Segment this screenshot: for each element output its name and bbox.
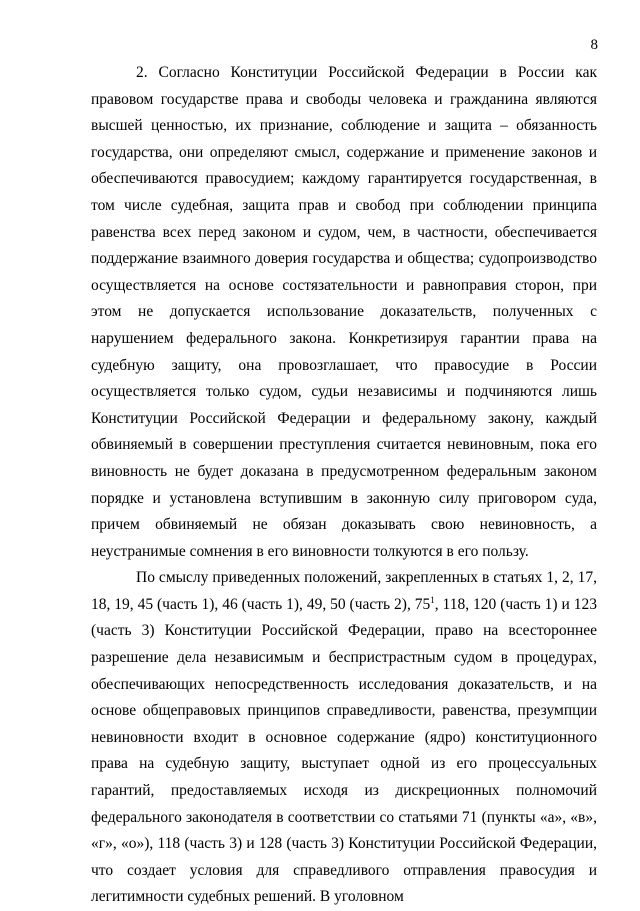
article-superscript: 1 (430, 594, 435, 605)
document-body (91, 60, 597, 911)
page-number: 8 (590, 37, 598, 53)
paragraph-constitution-guarantees: 2. Согласно Конституции Российской Федерации в России как правовом государстве права и свободы человека и гражданина являются высшей ценностью, их признание, соблюдение и защита – обязанность государства, они определяют смысл, содержание и применение законов и обеспечиваются правосудием; каждому гарантируется государственная, в том числе судебная, защита прав и свобод при соблюдении принципа равенства всех перед законом и судом, чем, в частности, обеспечивается поддержание взаимного доверия государства и общества; судопроизводство осуществляется на основе состязательности и равноправия сторон, при этом не допускается использование доказательств, полученных с нарушением федерального закона. Конкретизируя гарантии права на судебную защиту, она провозглашает, что правосудие в России осуществляется только судом, судьи независимы и подчиняются лишь Конституции Российской Федерации и федеральному закону, каждый обвиняемый в совершении преступления считается невиновным, пока его виновность не будет доказана в предусмотренном федеральным законом порядке и установлена вступившим в законную силу приговором суда, причем обвиняемый не обязан доказывать свою невиновность, а неустранимые сомнения в его виновности толкуются в его пользу. (91, 64, 597, 560)
paragraph-meaning-of-provisions (91, 565, 597, 911)
paragraph-text-before-superscript: По смыслу приведенных положений, закрепленных в статьях 1, 2, 17, 18, 19, 45 (часть 1), 46 (часть 1), 49, 50 (часть 2), 75 (91, 569, 597, 613)
paragraph-text-after-superscript: , 118, 120 (часть 1) и 123 (часть 3) Конституции Российской Федерации, право на всестороннее разрешение дела независимым и беспристрастным судом в процедурах, обеспечивающих непосредственность исследования доказательств, и на основе общеправовых принципов справедливости, равенства, презумпции невиновности входит в основное содержание (ядро) конституционного права на судебную защиту, выступает одной из его процессуальных гарантий, предоставляемых исходя из дискреционных полномочий федерального законодателя в соответствии со статьями 71 (пункты «а», «в», «г», «о»), 118 (часть 3) и 128 (часть 3) Конституции Российской Федерации, что создает условия для справедливого отправления правосудия и легитимности судебных решений. В уголовном (91, 595, 597, 906)
